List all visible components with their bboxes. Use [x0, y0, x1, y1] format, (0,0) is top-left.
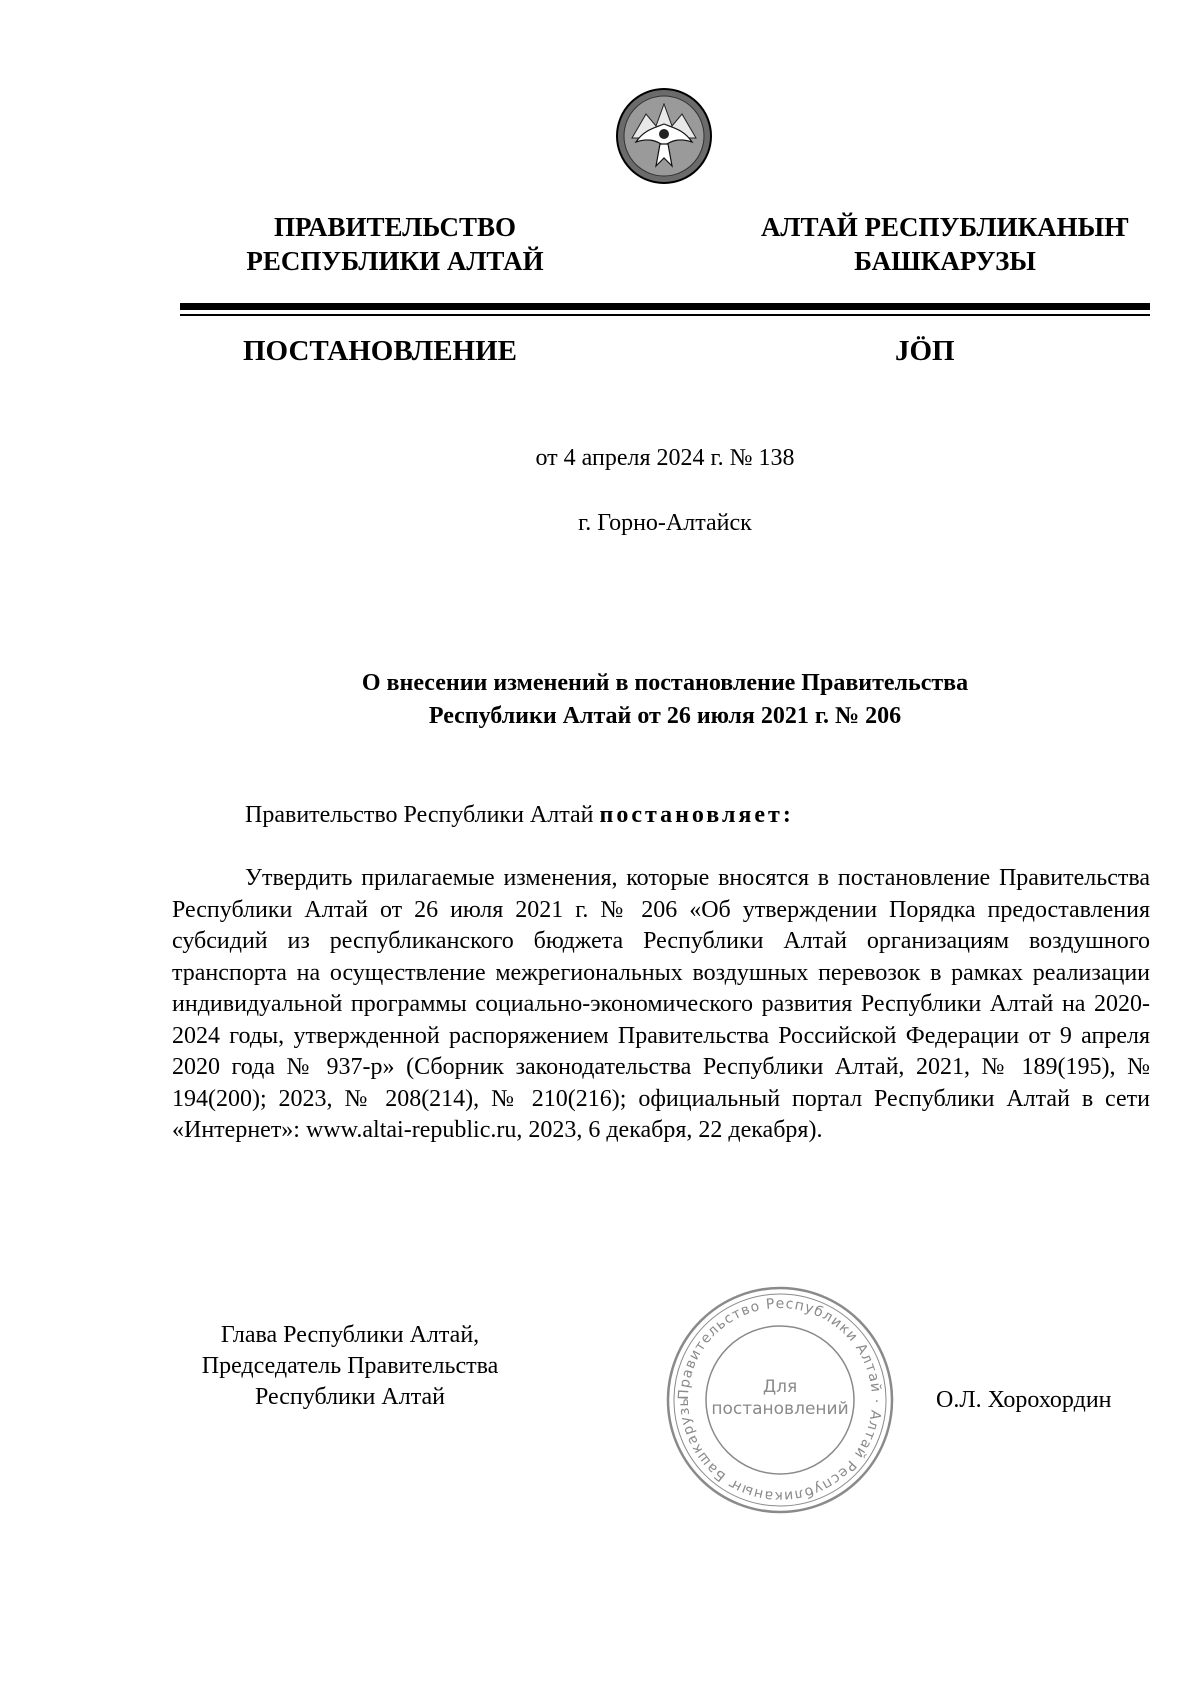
document-title-line: Республики Алтай от 26 июля 2021 г. № 206 — [428, 703, 902, 729]
header-divider-thick — [180, 303, 1150, 310]
intro-subject: Правительство Республики Алтай — [245, 802, 600, 828]
org-name-altai — [740, 210, 1150, 278]
header-divider-thin — [180, 314, 1150, 316]
signer-position-line: Председатель Правительства — [201, 1353, 499, 1379]
doc-type-altai: JӦП — [895, 335, 955, 367]
document-title-line: О внесении изменений в постановление Правительства — [361, 670, 969, 696]
signer-position-line: Глава Республики Алтай, — [220, 1322, 480, 1348]
document-date-number: от 4 апреля 2024 г. № 138 — [535, 445, 795, 471]
body-paragraph: Утвердить прилагаемые изменения, которые вносятся в постановление Правительства Республики Алтай от 26 июля 2021 г. № 206 «Об утверждении Порядка предоставления субсидий из республиканского бюджета Республики Алтай организациям воздушного транспорта на осуществление межрегиональных воздушных перевозок в рамках реализации индивидуальной программы социально-экономического развития Республики Алтай на 2020-2024 годы, утвержденной распоряжением Правительства Российской Федерации от 9 апреля 2020 года № 937-р» (Сборник законодательства Республики Алтай, 2021, № 189(195), № 194(200); 2023, № 208(214), № 210(216); официальный портал Республики Алтай в сети «Интернет»: www.altai-republic.ru, 2023, 6 декабря, 22 декабря). — [172, 865, 1150, 1143]
altai-republic-emblem-icon — [614, 86, 714, 186]
resolution-intro — [245, 800, 794, 830]
org-name-russian — [230, 210, 560, 278]
stamp-ring-text: Правительство Республики Алтай · Алтай Республиканыҥ Башкарузы — [675, 1295, 885, 1505]
official-stamp-icon — [660, 1280, 900, 1520]
org-name-russian-line: РЕСПУБЛИКИ АЛТАЙ — [246, 246, 544, 276]
org-name-russian-line: ПРАВИТЕЛЬСТВО — [273, 212, 517, 242]
org-name-altai-line: БАШКАРУЗЫ — [854, 246, 1036, 276]
intro-verb: постановляет: — [599, 802, 794, 828]
org-name-altai-line: АЛТАЙ РЕСПУБЛИКАНЫҤ — [760, 212, 1130, 242]
doc-type-russian: ПОСТАНОВЛЕНИЕ — [243, 335, 518, 367]
signer-position-line: Республики Алтай — [255, 1384, 445, 1410]
signer-position — [170, 1320, 530, 1413]
signer-name: О.Л. Хорохордин — [936, 1387, 1112, 1413]
document-city: г. Горно-Алтайск — [578, 510, 752, 536]
document-title — [180, 667, 1150, 733]
stamp-center-line: постановлений — [711, 1399, 849, 1419]
stamp-center-line: Для — [762, 1377, 798, 1397]
resolution-body — [172, 863, 1150, 1147]
